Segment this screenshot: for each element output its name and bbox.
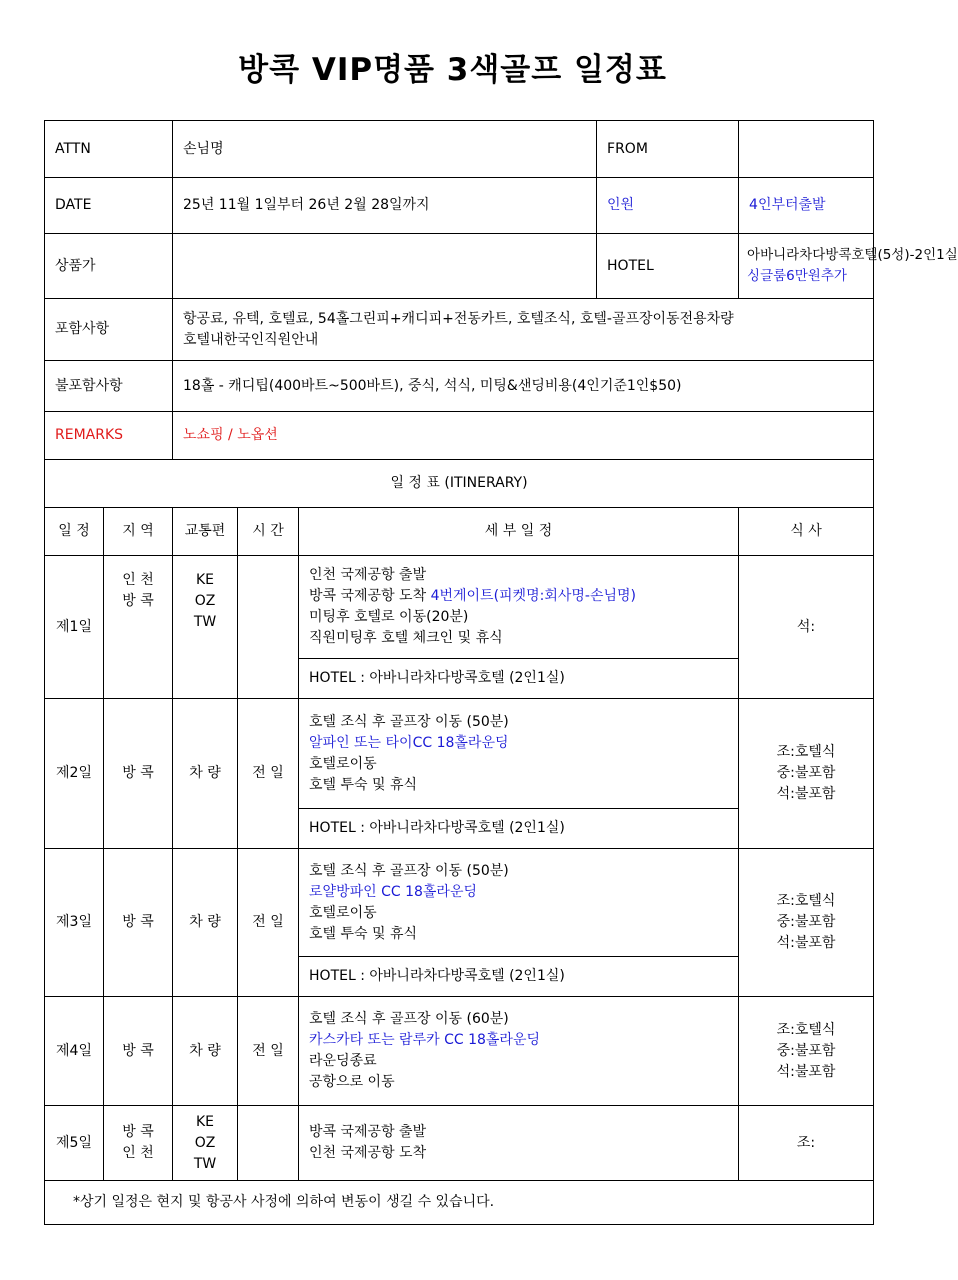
day-row (45, 849, 874, 957)
details: 호텔 조식 후 골프장 이동 (60분) 카스카타 또는 람루카 CC 18홀라운딩 라운딩종료 공항으로 이동 (299, 997, 739, 1106)
include-label: 포함사항 (45, 299, 173, 361)
from-label: FROM (597, 121, 739, 178)
region: 방 콕 (104, 699, 173, 849)
region: 방 콕 (104, 849, 173, 997)
meals: 조:호텔식 중:불포함 석:불포함 (739, 849, 874, 997)
day-label: 제3일 (45, 849, 104, 997)
time (238, 556, 299, 699)
region: 방 콕 인 천 (104, 1106, 173, 1181)
col-detail: 세 부 일 정 (299, 508, 739, 556)
date-label: DATE (45, 178, 173, 234)
time: 전 일 (238, 699, 299, 849)
remarks-value: 노쇼핑 / 노옵션 (173, 412, 874, 460)
attn-row (45, 121, 874, 178)
hotel-value (739, 234, 958, 299)
day-row (45, 997, 874, 1106)
col-transport: 교통편 (173, 508, 238, 556)
column-header-row (45, 508, 874, 556)
region: 인 천 방 콕 (104, 556, 173, 699)
meals: 조: (739, 1106, 874, 1181)
meals: 석: (739, 556, 874, 699)
region: 방 콕 (104, 997, 173, 1106)
remarks-row (45, 412, 874, 460)
day-row (45, 699, 874, 809)
price-value (173, 234, 597, 299)
itinerary-table (44, 120, 958, 1225)
gate-info: 4번게이트(피켓명:회사명-손님명) (430, 588, 636, 604)
hotel-line1: 아바니라차다방콕호텔(5성)-2인1실 (747, 247, 958, 263)
day-label: 제2일 (45, 699, 104, 849)
day-label: 제4일 (45, 997, 104, 1106)
remarks-label: REMARKS (45, 412, 173, 460)
include-value (173, 299, 874, 361)
date-value: 25년 11월 1일부터 26년 2월 28일까지 (173, 178, 597, 234)
page-title: 방콕 VIP명품 3색골프 일정표 (238, 52, 667, 88)
attn-label: ATTN (45, 121, 173, 178)
exclude-label: 불포함사항 (45, 361, 173, 412)
transport: 차 량 (173, 699, 238, 849)
day-label: 제1일 (45, 556, 104, 699)
hotel-info: HOTEL : 아바니라차다방콕호텔 (2인1실) (299, 957, 739, 997)
itinerary-heading: 일 정 표 (ITINERARY) (45, 460, 874, 508)
details: 호텔 조식 후 골프장 이동 (50분) 알파인 또는 타이CC 18홀라운딩 호텔로이동 호텔 투숙 및 휴식 (299, 699, 739, 809)
people-label: 인원 (597, 178, 739, 234)
hotel-label: HOTEL (597, 234, 739, 299)
transport: KE OZ TW (173, 556, 238, 699)
col-time: 시 간 (238, 508, 299, 556)
time: 전 일 (238, 849, 299, 997)
day-row (45, 556, 874, 659)
time (238, 1106, 299, 1181)
footer-row (45, 1181, 874, 1225)
exclude-row (45, 361, 874, 412)
attn-value: 손님명 (173, 121, 597, 178)
date-row (45, 178, 874, 234)
include-line1: 항공료, 유텍, 호텔료, 54홀그린피+캐디피+전동카트, 호텔조식, 호텔-골프장이동전용차량 (183, 310, 734, 327)
footer-note: *상기 일정은 현지 및 항공사 사정에 의하여 변동이 생길 수 있습니다. (45, 1181, 874, 1225)
itinerary-heading-row (45, 460, 874, 508)
day-row (45, 1106, 874, 1181)
meals: 조:호텔식 중:불포함 석:불포함 (739, 997, 874, 1106)
include-line2: 호텔내한국인직원안내 (183, 331, 319, 348)
exclude-value: 18홀 - 캐디팁(400바트~500바트), 중식, 석식, 미팅&샌딩비용(4인기준1인$50) (173, 361, 874, 412)
from-value (739, 121, 874, 178)
col-day: 일 정 (45, 508, 104, 556)
details: 인천 국제공항 출발 방콕 국제공항 도착 4번게이트(피켓명:회사명-손님명) 미팅후 호텔로 이동(20분) 직원미팅후 호텔 체크인 및 휴식 (299, 556, 739, 659)
price-label: 상품가 (45, 234, 173, 299)
hotel-info: HOTEL : 아바니라차다방콕호텔 (2인1실) (299, 809, 739, 849)
price-row (45, 234, 874, 299)
transport: 차 량 (173, 997, 238, 1106)
col-region: 지 역 (104, 508, 173, 556)
meals: 조:호텔식 중:불포함 석:불포함 (739, 699, 874, 849)
details: 방콕 국제공항 출발 인천 국제공항 도착 (299, 1106, 739, 1181)
hotel-info: HOTEL : 아바니라차다방콕호텔 (2인1실) (299, 659, 739, 699)
time: 전 일 (238, 997, 299, 1106)
transport: 차 량 (173, 849, 238, 997)
include-row (45, 299, 874, 361)
transport: KE OZ TW (173, 1106, 238, 1181)
people-value: 4인부터출발 (739, 178, 874, 234)
day-label: 제5일 (45, 1106, 104, 1181)
col-meal: 식 사 (739, 508, 874, 556)
details: 호텔 조식 후 골프장 이동 (50분) 로얄방파인 CC 18홀라운딩 호텔로이동 호텔 투숙 및 휴식 (299, 849, 739, 957)
hotel-line2: 싱글룸6만원추가 (747, 268, 847, 284)
